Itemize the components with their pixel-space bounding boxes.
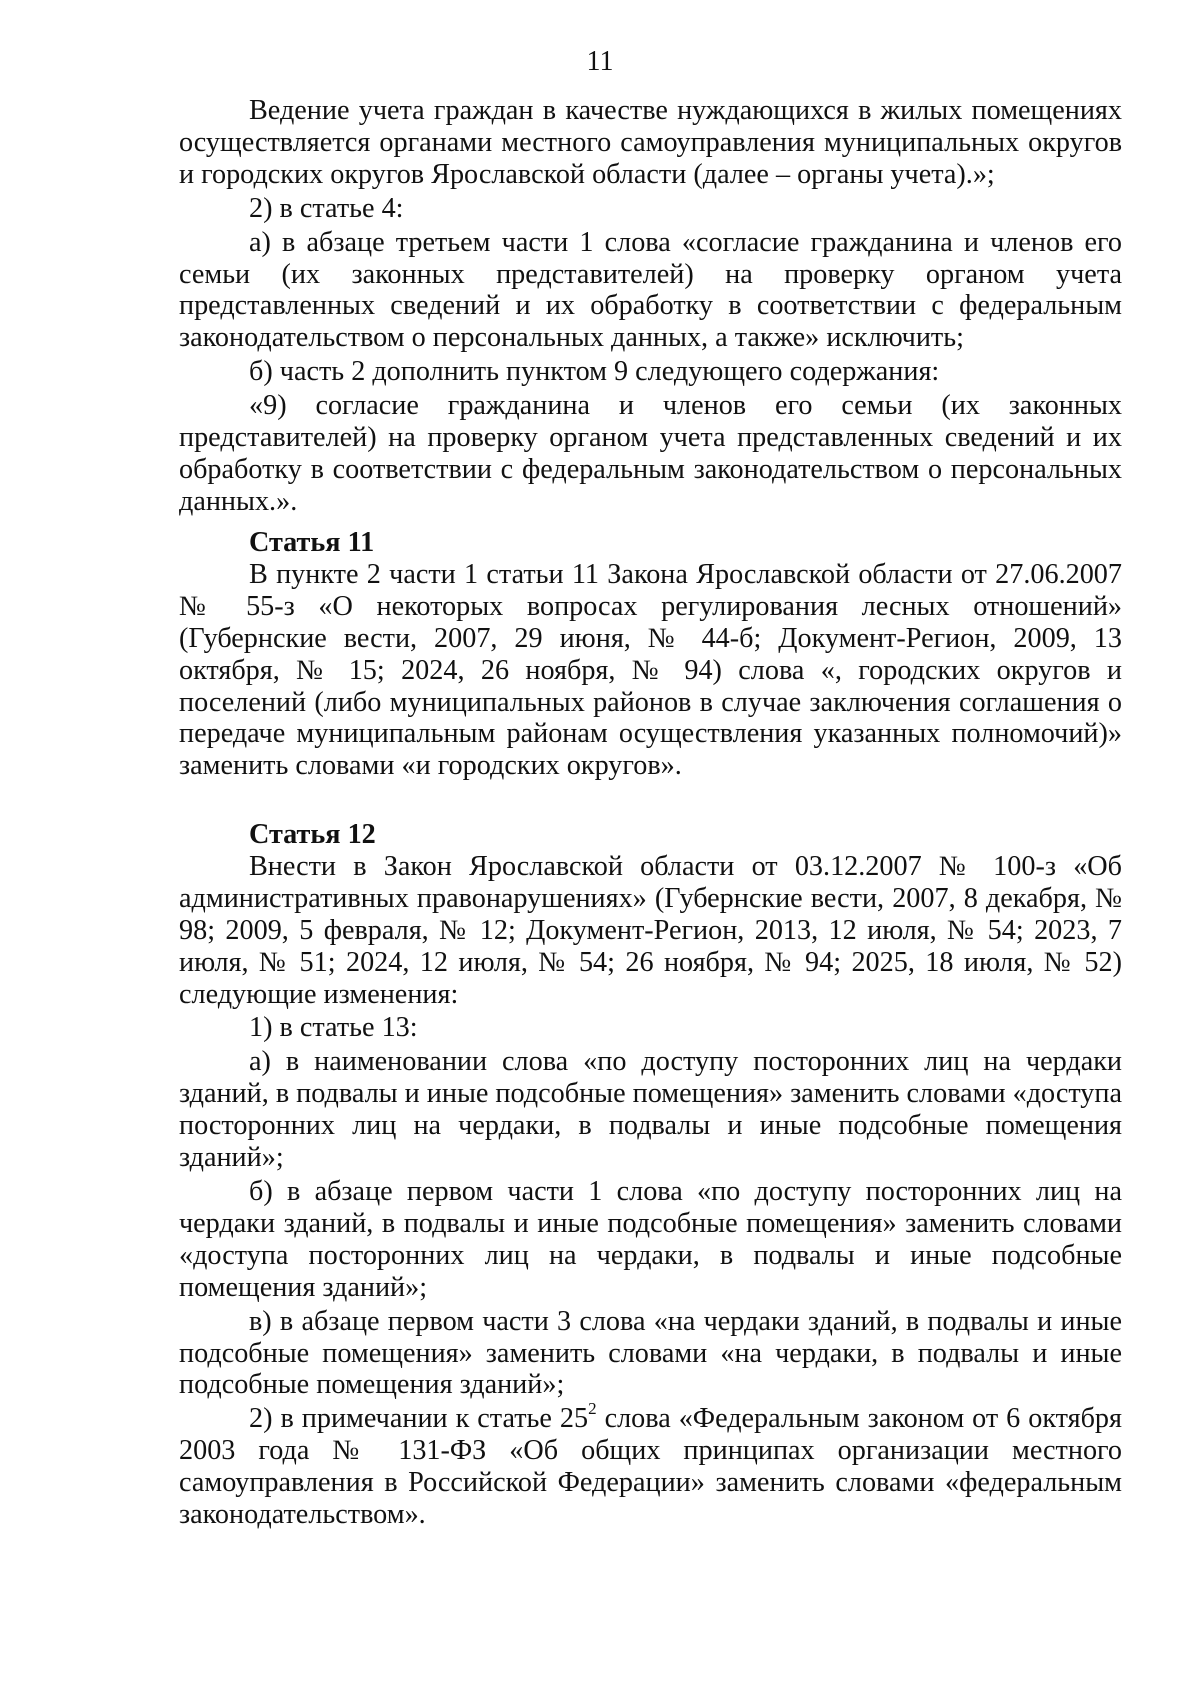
block-continuation [179, 95, 1122, 518]
article-12 [179, 819, 1122, 1531]
paragraph: Ведение учета граждан в качестве нуждающихся в жилых помещениях осуществляется органами местного самоуправления муниципальных округов и городских округов Ярославской области (далее – органы учета).»; [179, 95, 1122, 190]
text-fragment: слова «Федеральным законом от 6 октября 2003 года № 131-ФЗ «Об общих принципах организации местного самоуправления в Российской Федерации» заменить словами «федеральным законодательством». [179, 1403, 1122, 1531]
page-number: 11 [586, 46, 614, 77]
paragraph: а) в наименовании слова «по доступу посторонних лиц на чердаки зданий, в подвалы и иные подсобные помещения» заменить словами «доступа посторонних лиц на чердаки, в подвалы и иные подсобные помещения зданий»; [179, 1046, 1122, 1174]
paragraph [179, 1398, 1122, 1531]
paragraph: В пункте 2 части 1 статьи 11 Закона Ярославской области от 27.06.2007 № 55-з «О некоторых вопросах регулирования лесных отношений» (Губернские вести, 2007, 29 июня, № 44-б; Документ-Регион, 2009, 13 октября, № 15; 2024, 26 ноября, № 94) слова «, городских округов и поселений (либо муниципальных районов в случае заключения соглашения о передаче муниципальным районам осуществления указанных полномочий)» заменить словами «и городских округов». [179, 558, 1122, 782]
superscript: 2 [588, 1398, 597, 1418]
article-heading: Статья 12 [249, 819, 376, 850]
paragraph: Внести в Закон Ярославской области от 03.12.2007 № 100-з «Об административных правонарушениях» (Губернские вести, 2007, 8 декабря, № 98; 2009, 5 февраля, № 12; Документ-Регион, 2013, 12 июля, № 54; 2023, 7 июля, № 51; 2024, 12 июля, № 54; 26 ноября, № 94; 2025, 18 июля, № 52) следующие изменения: [179, 850, 1122, 1010]
paragraph: в) в абзаце первом части 3 слова «на чердаки зданий, в подвалы и иные подсобные помещения» заменить словами «на чердаки, в подвалы и иные подсобные помещения зданий»; [179, 1305, 1122, 1401]
text-fragment: 2) в примечании к статье 25 [249, 1403, 589, 1435]
paragraph: 2) в статье 4: [249, 192, 404, 224]
paragraph: а) в абзаце третьем части 1 слова «согласие гражданина и членов его семьи (их законных представителей) на проверку органом учета представленных сведений и их обработку в соответствии с федеральным законодательством о персональных данных, а также» исключить; [179, 226, 1122, 354]
article-11 [179, 527, 1122, 782]
paragraph: «9) согласие гражданина и членов его семьи (их законных представителей) на проверку органом учета представленных сведений и их обработку в соответствии с федеральным законодательством о персональных данных.». [179, 390, 1122, 517]
paragraph: 1) в статье 13: [249, 1012, 418, 1044]
paragraph: б) в абзаце первом части 1 слова «по доступу посторонних лиц на чердаки зданий, в подвалы и иные подсобные помещения» заменить словами «доступа посторонних лиц на чердаки, в подвалы и иные подсобные помещения зданий»; [179, 1175, 1122, 1303]
paragraph: б) часть 2 дополнить пунктом 9 следующего содержания: [249, 356, 940, 388]
article-heading: Статья 11 [249, 527, 375, 558]
